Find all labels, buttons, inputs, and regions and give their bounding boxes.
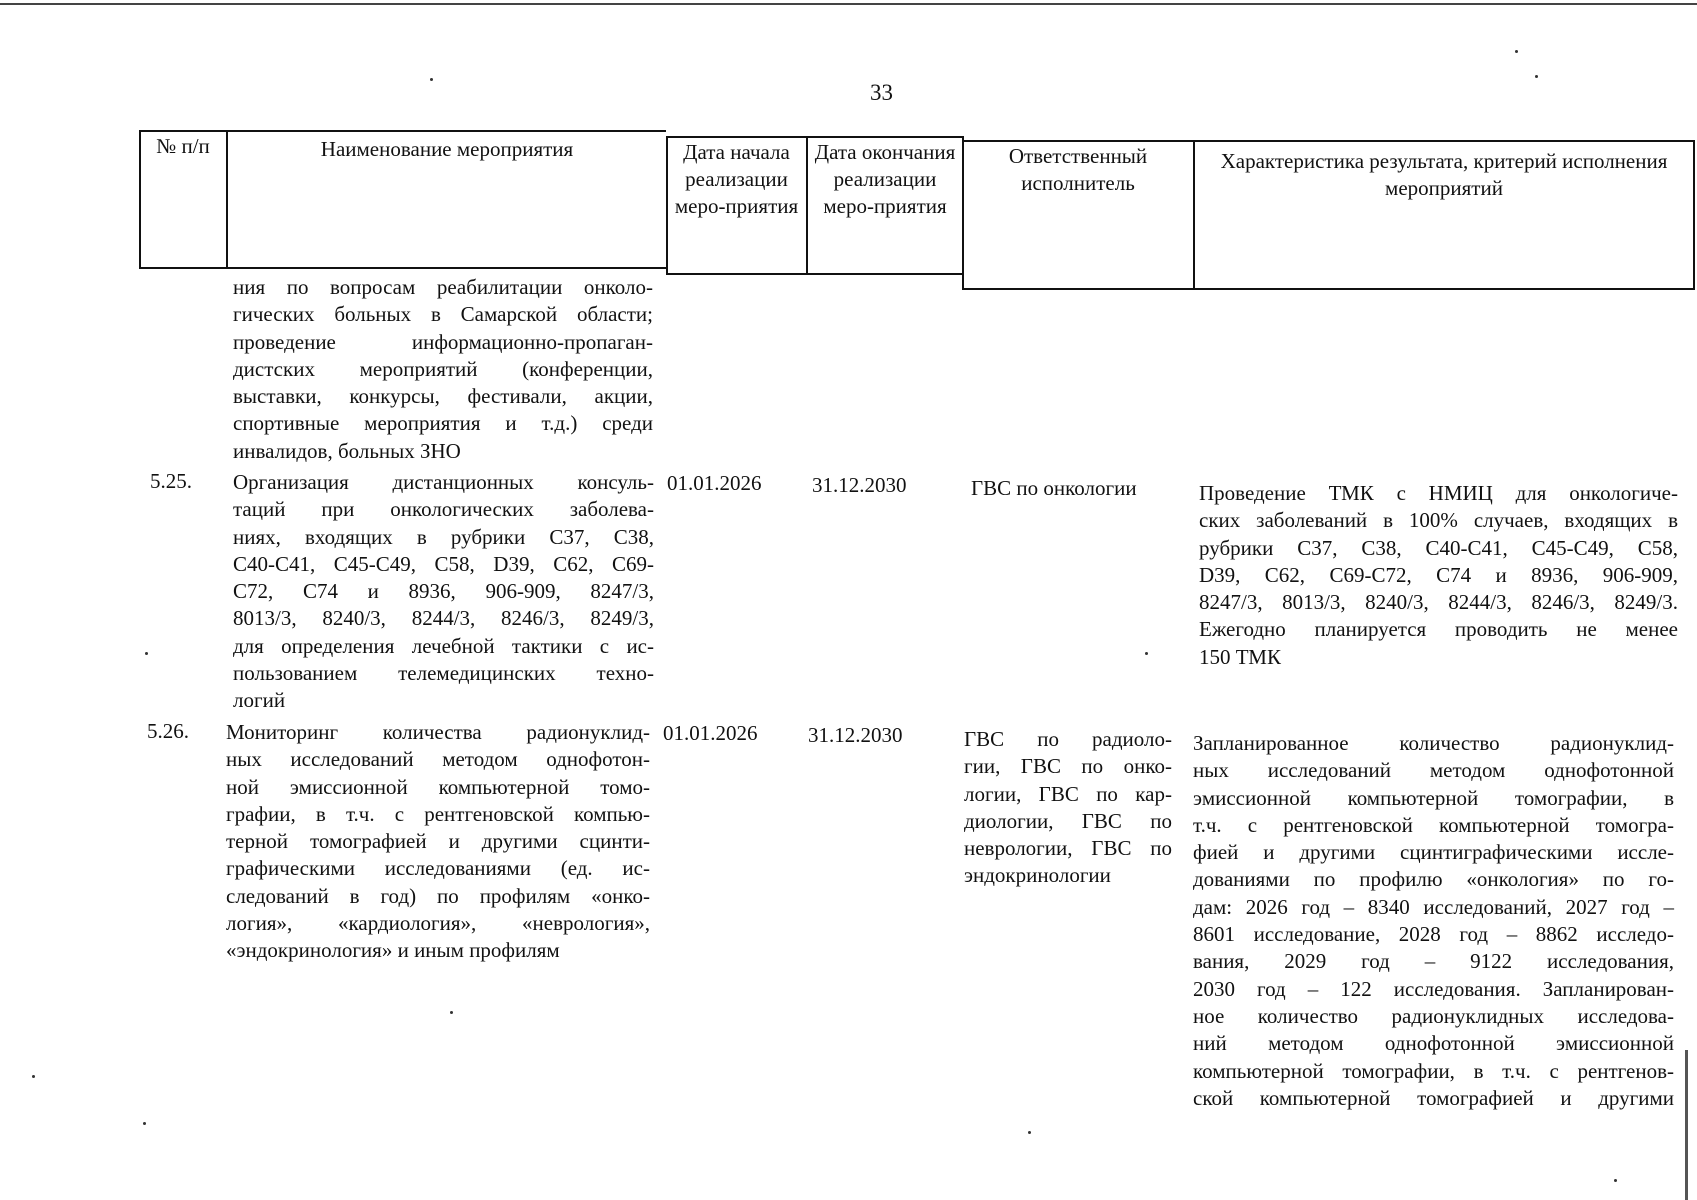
text-line: Мониторинг количества радионуклид- (226, 720, 650, 744)
header-divider (1193, 140, 1195, 290)
text-line: т.ч. с рентгеновской компьютерной томогра- (1193, 812, 1674, 837)
text-line: проведение информационно-пропаган- (233, 329, 653, 354)
text-line: Ежегодно планируется проводить не менее (1199, 617, 1678, 642)
text-line: 150 ТМК (1199, 644, 1281, 669)
scan-speck (145, 652, 148, 655)
header-col-end-date: Дата окончания реализации меро-приятия (814, 140, 956, 218)
header-col-responsible: Ответственный исполнитель (1008, 144, 1148, 195)
row-number: 5.25. (150, 469, 192, 493)
top-border-line (0, 3, 1697, 5)
text-line: терной томографией и другими сцинти- (226, 829, 650, 854)
row-name (226, 719, 650, 965)
text-line: ных исследований методом однофотонной (1193, 758, 1674, 783)
text-line: логия», «кардиология», «неврология», (226, 911, 650, 936)
header-col-number: № п/п (156, 134, 210, 158)
scan-speck (1145, 652, 1148, 655)
text-line: С72, С74 и 8936, 906-909, 8247/3, (233, 579, 654, 604)
result-text (1199, 480, 1678, 671)
result-text (1193, 730, 1674, 1112)
text-line: эндокринологии (964, 863, 1111, 888)
text-line: ской компьютерной томографией и другими (1193, 1085, 1674, 1110)
continuation-text (233, 274, 653, 465)
scan-speck (1535, 75, 1538, 78)
text-line: ное количество радионуклидных исследова- (1193, 1003, 1674, 1028)
text-line: ниях, входящих в рубрики С37, С38, (233, 524, 654, 549)
text-line: ных исследований методом однофотон- (226, 747, 650, 772)
text-line: спортивные мероприятия и т.д.) среди (233, 411, 653, 436)
header-divider (806, 136, 808, 275)
header-divider (226, 130, 228, 269)
text-line: неврологии, ГВС по (964, 836, 1172, 861)
text-line: эмиссионной компьютерной томографии, в (1193, 785, 1674, 810)
start-date: 01.01.2026 (667, 471, 762, 495)
scan-edge-mark (1685, 1050, 1688, 1200)
text-line: гии, ГВС по онко- (964, 754, 1172, 779)
row-name (233, 469, 654, 715)
text-line: следований в год) по профилям «онко- (226, 883, 650, 908)
text-line: дам: 2026 год – 8340 исследований, 2027 год – (1193, 894, 1674, 919)
text-line: фией и другими сцинтиграфическими иссле- (1193, 840, 1674, 865)
start-date: 01.01.2026 (663, 721, 758, 745)
header-col-result: Характеристика результата, критерий исполнения мероприятий (1220, 149, 1668, 200)
header-col-name: Наименование мероприятия (320, 137, 574, 161)
text-line: дованиями по профилю «онкология» по го- (1193, 867, 1674, 892)
scan-speck (1028, 1131, 1031, 1134)
text-line: гических больных в Самарской области; (233, 302, 653, 327)
text-line: ния по вопросам реабилитации онколо- (233, 275, 653, 299)
scan-speck (1515, 50, 1518, 53)
text-line: выставки, конкурсы, фестивали, акции, (233, 384, 653, 409)
scan-speck (32, 1075, 35, 1078)
page-number: 33 (870, 80, 893, 105)
text-line: С40-С41, С45-С49, С58, D39, С62, С69- (233, 551, 654, 576)
text-line: компьютерной томографии, в т.ч. с рентгенов- (1193, 1058, 1674, 1083)
text-line: ГВС по радиоло- (964, 727, 1172, 751)
scan-speck (1614, 1179, 1617, 1182)
text-line: логий (233, 688, 286, 713)
text-line: ских заболеваний в 100% случаев, входящих в (1199, 508, 1678, 533)
text-line: инвалидов, больных ЗНО (233, 438, 461, 463)
end-date: 31.12.2030 (812, 473, 907, 497)
scan-speck (450, 1011, 453, 1014)
text-line: графическими исследованиями (ед. ис- (226, 856, 650, 881)
text-line: графии, в т.ч. с рентгеновской компью- (226, 801, 650, 826)
text-line: дистских мероприятий (конференции, (233, 356, 653, 381)
text-line: логии, ГВС по кар- (964, 781, 1172, 806)
text-line: D39, С62, С69-С72, С74 и 8936, 906-909, (1199, 562, 1678, 587)
text-line: 8601 исследование, 2028 год – 8862 исследо- (1193, 922, 1674, 947)
row-number: 5.26. (147, 719, 189, 743)
text-line: пользованием телемедицинских техно- (233, 661, 654, 686)
text-line: ГВС по онкологии (971, 476, 1137, 500)
text-line: 2030 год – 122 исследования. Запланирован- (1193, 976, 1674, 1001)
text-line: для определения лечебной тактики с ис- (233, 633, 654, 658)
text-line: «эндокринология» и иным профилям (226, 938, 560, 963)
text-line: Проведение ТМК с НМИЦ для онкологиче- (1199, 481, 1678, 505)
header-col-start-date: Дата начала реализации меро-приятия (674, 140, 799, 218)
text-line: вания, 2029 год – 9122 исследования, (1193, 949, 1674, 974)
scan-speck (143, 1122, 146, 1125)
text-line: Организация дистанционных консуль- (233, 470, 654, 494)
responsible (964, 726, 1172, 890)
end-date: 31.12.2030 (808, 723, 903, 747)
responsible (971, 475, 1176, 502)
text-line: ний методом однофотонной эмиссионной (1193, 1031, 1674, 1056)
text-line: ной эмиссионной компьютерной томо- (226, 774, 650, 799)
text-line: таций при онкологических заболева- (233, 497, 654, 522)
text-line: рубрики С37, С38, С40-С41, С45-С49, С58, (1199, 535, 1678, 560)
text-line: 8247/3, 8013/3, 8240/3, 8244/3, 8246/3, 8249/3. (1199, 590, 1678, 615)
scan-speck (430, 78, 433, 81)
text-line: Запланированное количество радионуклид- (1193, 731, 1674, 755)
text-line: 8013/3, 8240/3, 8244/3, 8246/3, 8249/3, (233, 606, 654, 631)
text-line: диологии, ГВС по (964, 808, 1172, 833)
